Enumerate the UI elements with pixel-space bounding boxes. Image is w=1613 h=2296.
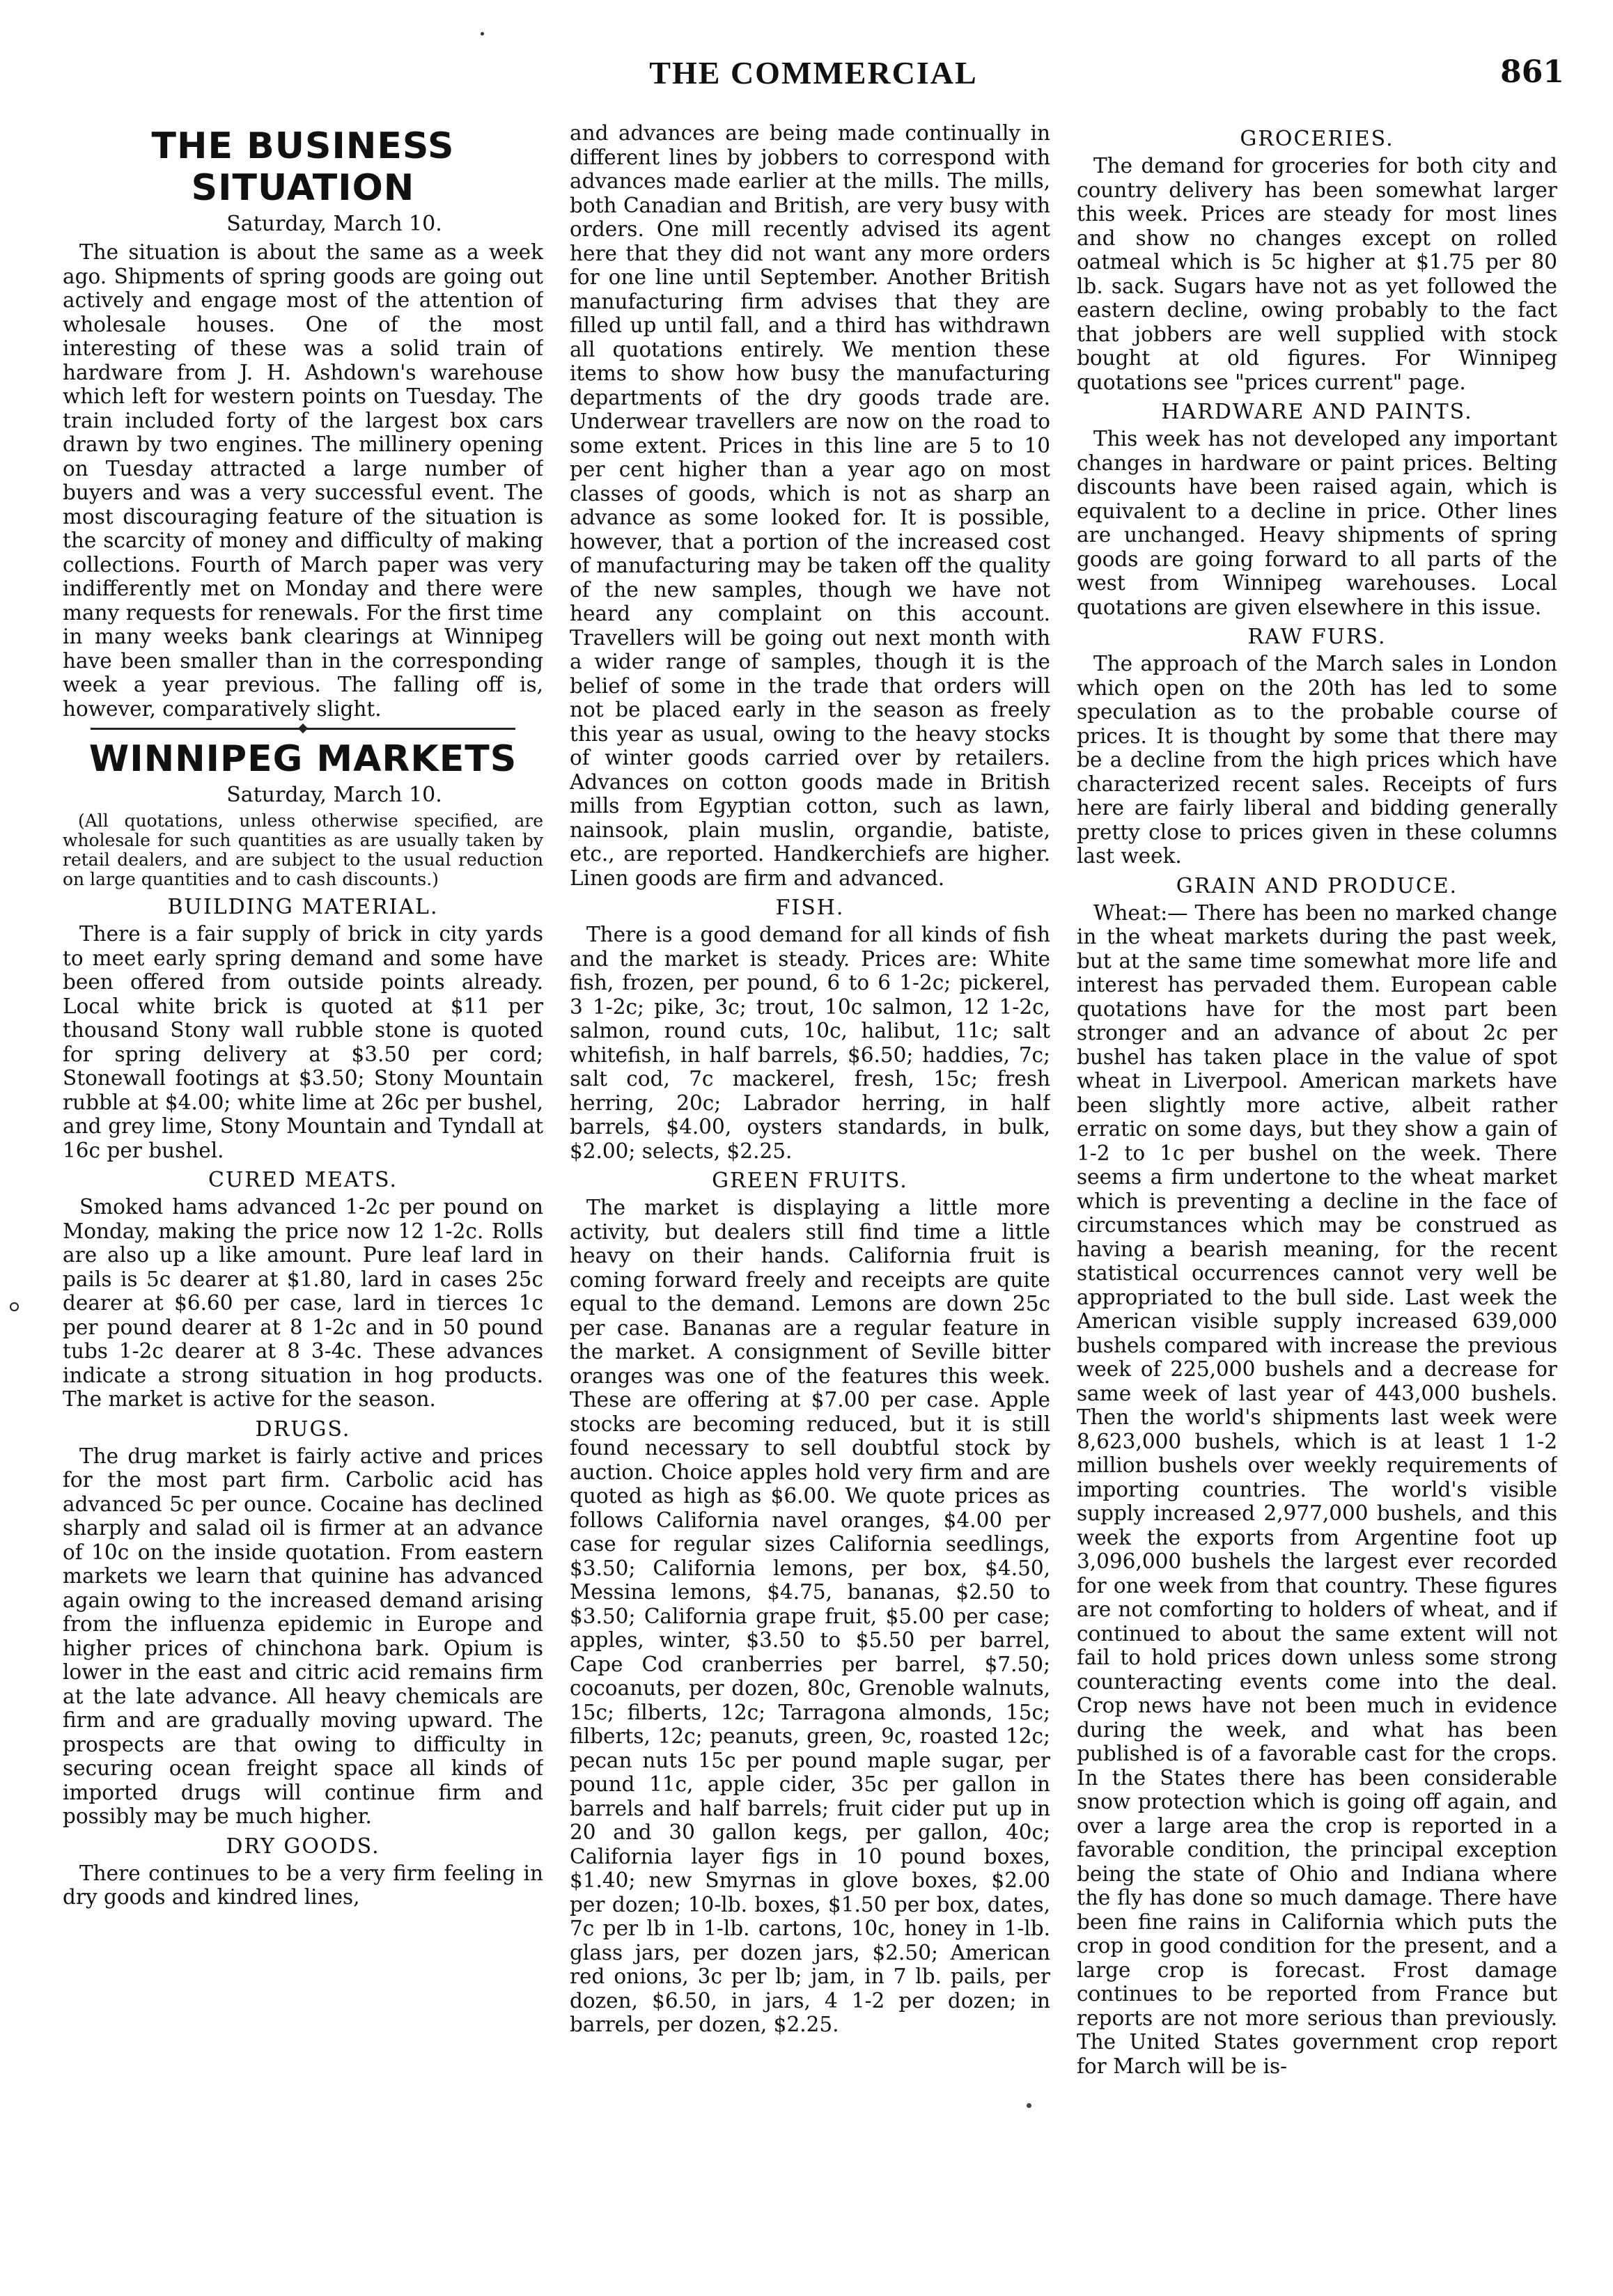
hardware-heading: HARDWARE AND PAINTS. (1161, 400, 1473, 424)
green-fruits-heading: GREEN FRUITS. (712, 1169, 908, 1193)
masthead (63, 50, 1564, 99)
page-number: 861 (1500, 54, 1564, 90)
raw-furs-body: The approach of the March sales in London which open on the 20th has led to some speculation as to the probable course of prices. It is thought by some that there may be a decline from the high prices which have characterized recent sales. Receipts of furs here are fairly liberal and bidding generally pretty close to prices given in these columns last week. (1077, 652, 1557, 868)
business-situation-heading: THE BUSINESS SITUATION (151, 125, 455, 209)
cured-meats-body: Smoked hams advanced 1-2c per pound on Monday, making the price now 12 1-2c. Rolls are also up a like amount. Pure leaf lard in pails is 5c dearer at $1.80, lard in cases 25c dearer at $6.60 per case, lard in tierces 1c per pound dearer at 8 1-2c and in 50 pound tubs 1-2c dearer at 8 3-4c. These advances indicate a strong situation in hog products. The market is active for the season. (63, 1195, 543, 1411)
margin-dot (10, 1302, 19, 1311)
ink-speck (481, 32, 484, 36)
building-material-heading: BUILDING MATERIAL. (167, 895, 439, 919)
groceries-heading: GROCERIES. (1240, 127, 1394, 151)
quotations-note: (All quotations, unless otherwise specified, are wholesale for such quantities as are usually taken by retail dealers, and are subject to the usual reduction on large quantities and to cash discounts.) (63, 811, 543, 889)
business-dateline: Saturday, March 10. (226, 212, 442, 236)
publication-title: THE COMMERCIAL (649, 55, 978, 91)
dry-goods-body-start: There continues to be a very firm feeling in dry goods and kindred lines, (63, 1861, 543, 1909)
dry-goods-heading: DRY GOODS. (226, 1834, 380, 1859)
margin-dot (1027, 2103, 1031, 2108)
business-body: The situation is about the same as a week ago. Shipments of spring goods are going out actively and engage most of the attention of wholesale houses. One of the most interesting of these was a solid train of hardware from J. H. Ashdown's warehouse which left for western points on Tuesday. The train included forty of the largest box cars drawn by two engines. The millinery opening on Tuesday attracted a large number of buyers and was a very successful event. The most discouraging feature of the situation is the scarcity of money and difficulty of making collections. Fourth of March paper was very indifferently met on Monday and there were many requests for renewals. For the first time in many weeks bank clearings at Winnipeg have been smaller than in the corresponding week a year previous. The falling off is, however, comparatively slight. (63, 240, 543, 721)
groceries-body: The demand for groceries for both city and country delivery has been somewhat larger this week. Prices are steady for most lines and show no changes except on rolled oatmeal which is 5c higher at $1.75 per 80 lb. sack. Sugars have not as yet followed the eastern decline, owing probably to the fact that jobbers are well supplied with stock bought at old figures. For Winnipeg quotations see "prices current" page. (1077, 154, 1557, 394)
dry-goods-body-continued: and advances are being made continually in different lines by jobbers to correspond with advances made earlier at the mills. The mills, both Canadian and British, are very busy with orders. One mill recently advised its agent here that they did not want any more orders for one line until September. Another British manufacturing firm advises that they are filled up until fall, and a third has withdrawn all quotations entirely. We mention these items to show how busy the manufacturing departments of the dry goods trade are. Underwear travellers are now on the road to some extent. Prices in this line are 5 to 10 per cent higher than a year ago on most classes of goods, which is not as sharp an advance as some looked for. It is possible, however, that a portion of the increased cost of manufacturing may be taken off the quality of the new samples, though we have not heard any complaint on this account. Travellers will be going out next month with a wider range of samples, though it is the belief of some in the trade that orders will not be placed early in the season as freely this year as usual, owing to the heavy stocks of winter goods carried over by retailers. Advances on cotton goods made in British mills from Egyptian cotton, such as lawn, nainsook, plain muslin, organdie, batiste, etc., are reported. Handkerchiefs are higher. Linen goods are firm and advanced. (570, 121, 1050, 890)
columns (63, 121, 1564, 2280)
green-fruits-body: The market is displaying a little more activity, but dealers still find time a little heavy on their hands. California fruit is coming forward freely and receipts are quite equal to the demand. Lemons are down 25c per case. Bananas are a regular feature in the market. A consignment of Seville bitter oranges was one of the features this week. These are offering at $7.00 per case. Apple stocks are becoming reduced, but it is still found necessary to sell doubtful stock by auction. Choice apples hold very firm and are quoted as high as $6.00. We quote prices as follows California navel oranges, $4.00 per case for regular sizes California seedlings, $3.50; California lemons, per box, $4.50, Messina lemons, $4.75, bananas, $2.50 to $3.50; California grape fruit, $5.00 per case; apples, winter, $3.50 to $5.50 per barrel, Cape Cod cranberries per barrel, $7.50; cocoanuts, per dozen, 80c, Grenoble walnuts, 15c; filberts, 12c; Tarragona almonds, 15c; filberts, 12c; peanuts, green, 9c, roasted 12c; pecan nuts 15c per pound maple sugar, per pound 11c, apple cider, 35c per gallon in barrels and half barrels; fruit cider put up in 20 and 30 gallon kegs, per gallon, 40c; California layer figs in 10 pound boxes, $1.40; new Smyrnas in glove boxes, $2.00 per dozen; 10-lb. boxes, $1.50 per box, dates, 7c per lb in 1-lb. cartons, 10c, honey in 1-lb. glass jars, per dozen jars, $2.50; American red onions, 3c per lb; jam, in 7 lb. pails, per dozen, $6.50, in jars, 4 1-2 per dozen; in barrels, per dozen, $2.25. (570, 1196, 1050, 2036)
column-3 (1077, 121, 1557, 2280)
grain-produce-body: Wheat:— There has been no marked change in the wheat markets during the past week, but at the same time somewhat more life and interest has pervaded them. European cable quotations have for the most part been stronger and an advance of about 2c per bushel has taken place in the value of spot wheat in Liverpool. American markets have been slightly more active, albeit rather erratic on some days, but they show a gain of 1-2 to 1c per bushel on the week. There seems a firm undertone to the wheat market which is preventing a decline in the face of circumstances which may be construed as having a bearish meaning, for the recent statistical occurrences cannot very well be appropriated to the bull side. Last week the American visible supply increased 639,000 bushels compared with increase the previous week of 225,000 bushels and a decrease for same week of last year of 443,000 bushels. Then the world's shipments last week were 8,623,000 bushels, which is at least 1 1-2 million bushels over weekly requirements of importing countries. The world's visible supply increased 2,977,000 bushels, and this week the exports from Argentine foot up 3,096,000 bushels the largest ever recorded for one week from that country. These figures are not comforting to holders of wheat, and if continued to about the same extent will not fail to hold prices down unless some strong counteracting events come into the deal. Crop news have not been much in evidence during the week, and what has been published is of a favorable cast for the crops. In the States there has been considerable snow protection which is going off again, and over a large area the crop is reported in a favorable condition, the principal exception being the state of Ohio and Indiana where the fly has done so much damage. There have been fine rains in California which puts the crop in good condition for the present, and a large crop is forecast. Frost damage continues to be reported from France but reports are not more serious than previously. The United States government crop report for March will be is- (1077, 900, 1557, 2078)
column-1 (63, 121, 543, 2280)
cured-meats-heading: CURED MEATS. (208, 1168, 398, 1192)
winnipeg-markets-heading: WINNIPEG MARKETS (88, 738, 517, 780)
drugs-body: The drug market is fairly active and prices for the most part firm. Carbolic acid has advanced 5c per ounce. Cocaine has declined sharply and salad oil is firmer at an advance of 10c on the inside quotation. From eastern markets we learn that quinine has advanced again owing to the increased demand arising from the influenza epidemic in Europe and higher prices of chinchona bark. Opium is lower in the east and citric acid remains firm at the late advance. All heavy chemicals are firm and are gradually moving upward. The prospects are that owing to difficulty in securing ocean freight space all kinds of imported drugs will continue firm and possibly may be much higher. (63, 1444, 543, 1828)
markets-dateline: Saturday, March 10. (226, 783, 442, 807)
drugs-heading: DRUGS. (255, 1416, 351, 1442)
building-material-body: There is a fair supply of brick in city yards to meet early spring demand and some have been offered from outside points already. Local white brick is quoted at $11 per thousand Stony wall rubble stone is quoted for spring delivery at $3.50 per cord; Stonewall footings at $3.50; Stony Mountain rubble at $4.00; white lime at 26c per bushel, and grey lime, Stony Mountain and Tyndall at 16c per bushel. (63, 922, 543, 1162)
section-divider (91, 728, 515, 730)
fish-heading: FISH. (775, 896, 845, 920)
raw-furs-heading: RAW FURS. (1247, 625, 1387, 649)
column-2 (570, 121, 1050, 2280)
hardware-body: This week has not developed any important changes in hardware or paint prices. Belting discounts have been raised again, which is equivalent to a decline in price. Other lines are unchanged. Heavy shipments of spring goods are going forward to all parts of the west from Winnipeg warehouses. Local quotations are given elsewhere in this issue. (1077, 427, 1557, 619)
fish-body: There is a good demand for all kinds of fish and the market is steady. Prices are: White fish, frozen, per pound, 6 to 6 1-2c; pickerel, 3 1-2c; pike, 3c; trout, 10c salmon, 12 1-2c, salmon, round cuts, 10c, halibut, 11c; salt whitefish, in half barrels, $6.50; haddies, 7c; salt cod, 7c mackerel, fresh, 15c; fresh herring, 20c; Labrador herring, in half barrels, $4.00, oysters standards, in bulk, $2.00; selects, $2.25. (570, 923, 1050, 1163)
grain-produce-heading: GRAIN AND PRODUCE. (1176, 873, 1458, 898)
